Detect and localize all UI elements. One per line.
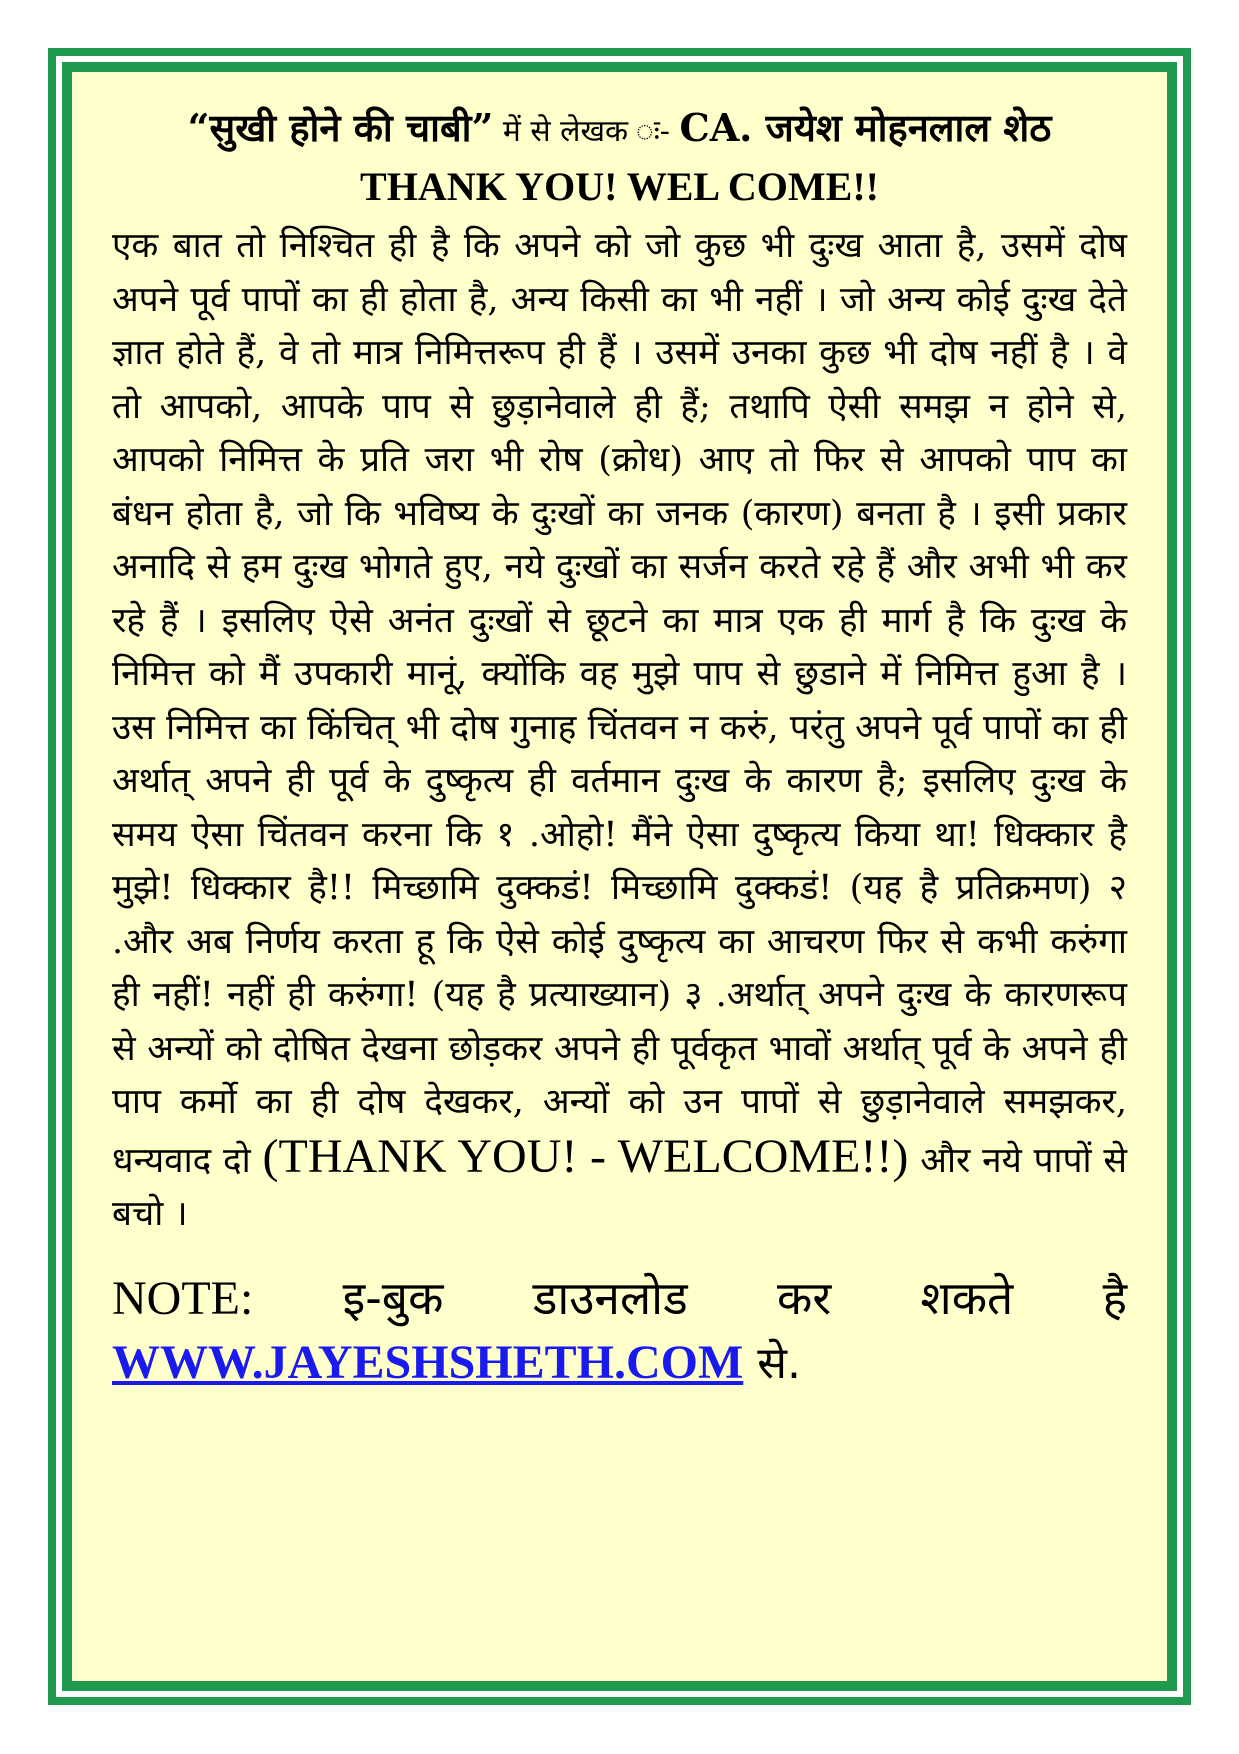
page-subtitle: THANK YOU! WEL COME!! xyxy=(360,164,879,209)
website-link[interactable]: WWW.JAYESHSHETH.COM xyxy=(112,1335,744,1389)
note-text: इ-बुक डाउनलोड कर शकते है xyxy=(253,1270,1127,1325)
author-name: CA. जयेश मोहनलाल शेठ xyxy=(679,105,1052,150)
note-suffix: से. xyxy=(743,1337,801,1389)
note-line xyxy=(112,1266,1127,1330)
body-paragraph xyxy=(112,220,1127,1242)
header-connector: में से लेखक ः- xyxy=(493,114,680,149)
book-title: “सुखी होने की चाबी” xyxy=(187,105,494,150)
note-link-line xyxy=(112,1330,1127,1395)
note-label: NOTE: xyxy=(112,1271,254,1325)
body-end-text: और नये पापों से बचो । xyxy=(112,1140,1127,1234)
header-line xyxy=(112,98,1127,158)
document-page xyxy=(72,72,1167,1681)
page-border-outer xyxy=(48,48,1191,1705)
body-main-text: एक बात तो निश्चित ही है कि अपने को जो कुछ भी दुःख आता है, उसमें दोष अपने पूर्व पापों का ही होता है, अन्य किसी का भी नहीं । जो अन्य कोई दुःख देते ज्ञात होते हैं, वे तो मात्र निमित्तरूप ही हैं । उसमें उनका कुछ भी दोष नहीं है । वे तो आपको, आपके पाप से छुड़ानेवाले ही हैं; तथापि ऐसी समझ न होने से, आपको निमित्त के प्रति जरा भी रोष (क्रोध) आए तो फिर से आपको पाप का बंधन होता है, जो कि भविष्य के दुःखों का जनक (कारण) बनता है । इसी प्रकार अनादि से हम दुःख भोगते हुए, नये दुःखों का सर्जन करते रहे हैं और अभी भी कर रहे हैं । इसलिए ऐसे अनंत दुःखों से छूटने का मात्र एक ही मार्ग है कि दुःख के निमित्त को मैं उपकारी मानूं, क्योंकि वह मुझे पाप से छुडाने में निमित्त हुआ है । उस निमित्त का किंचित् भी दोष गुनाह चिंतवन न करुं, परंतु अपने पूर्व पापों का ही अर्थात् अपने ही पूर्व के दुष्कृत्य ही वर्तमान दुःख के कारण है; इसलिए दुःख के समय ऐसा चिंतवन करना कि १ .ओहो! मैंने ऐसा दुष्कृत्य किया था! धिक्कार है मुझे! धिक्कार है!! मिच्छामि दुक्कडं! मिच्छामि दुक्कडं! (यह है प्रतिक्रमण) २ .और अब निर्णय करता हू कि ऐसे कोई दुष्कृत्य का आचरण फिर से कभी करुंगा ही नहीं! नहीं ही करुंगा! (यह है प्रत्याख्यान) ३ .अर्थात् अपने दुःख के कारणरूप से अन्यों को दोषित देखना छोड़कर अपने ही पूर्वकृत भावों अर्थात् पूर्व के अपने ही पाप कर्मो का ही दोष देखकर, अन्यों को उन पापों से छुड़ानेवाले समझकर, धन्यवाद दो xyxy=(112,226,1127,1181)
body-thank-you-text: (THANK YOU! - WELCOME!!) xyxy=(262,1129,909,1183)
